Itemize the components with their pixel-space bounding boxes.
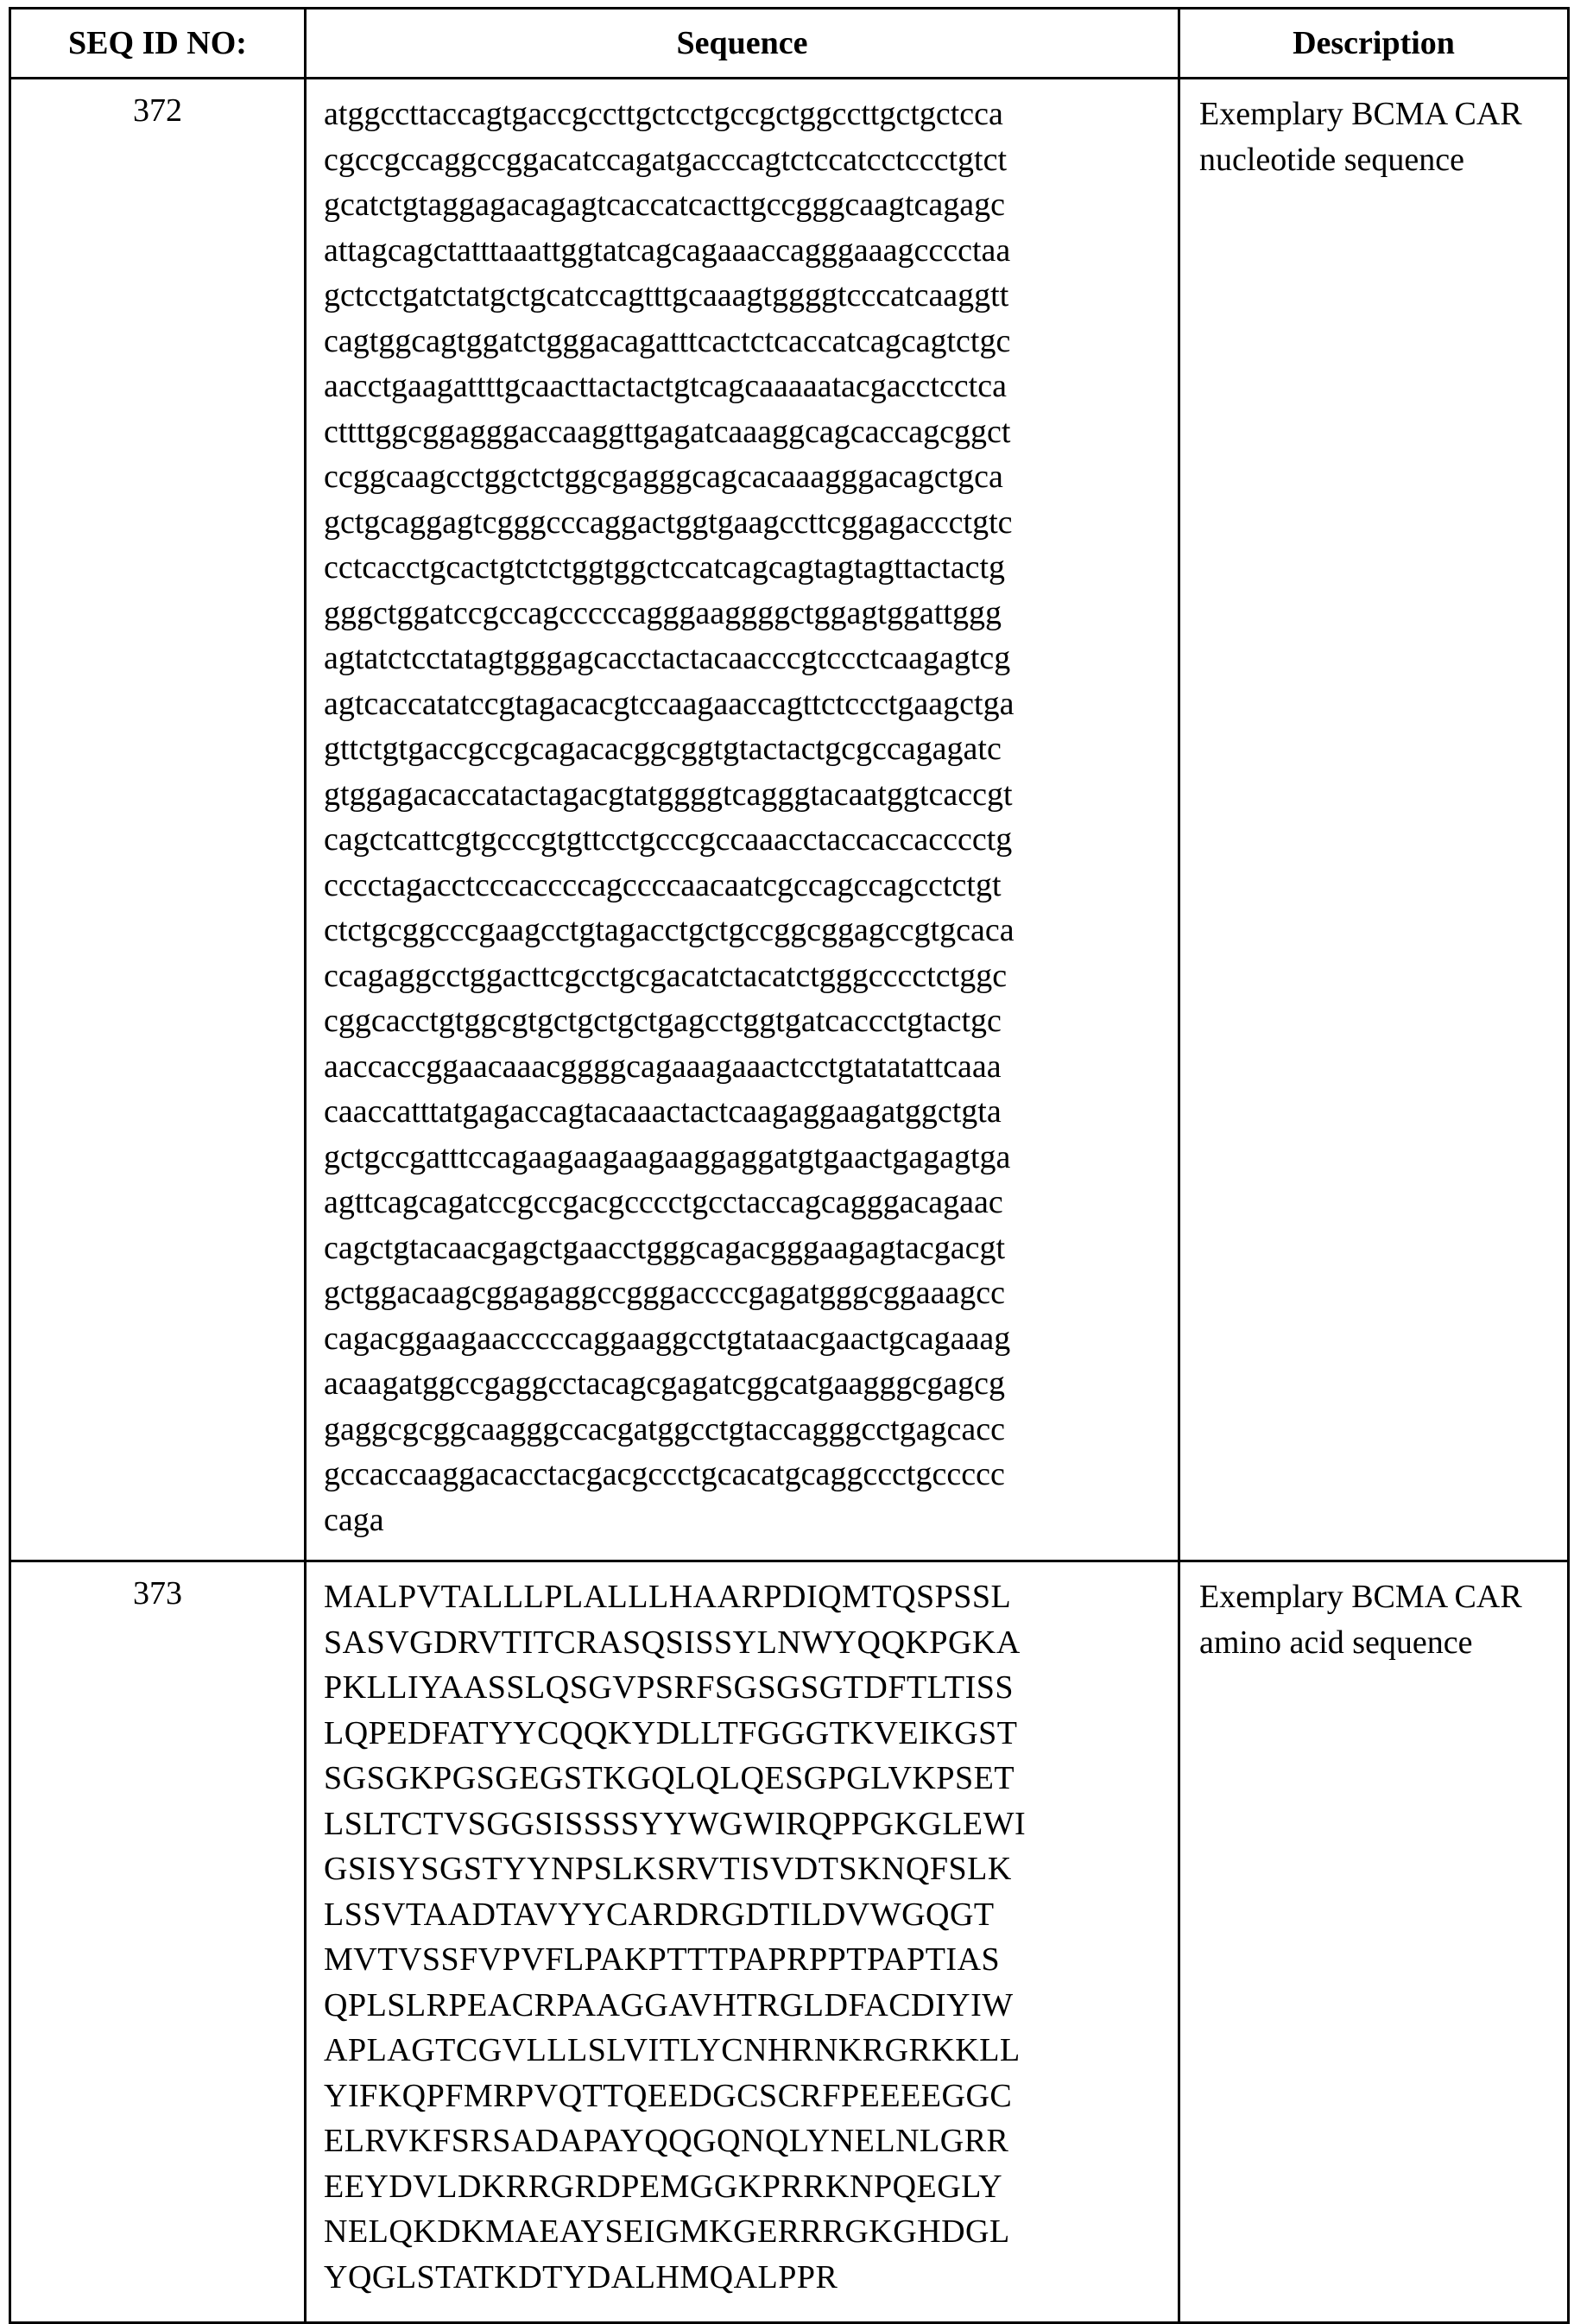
sequence-cell — [306, 1561, 1179, 2323]
sequence-line: YIFKQPFMRPVQTTQEEDGCSCRFPEEEEGGC — [324, 2074, 1169, 2119]
sequence-line: attagcagctatttaaattggtatcagcagaaaccagggaaagcccctaa — [324, 228, 1169, 274]
sequence-line: cagtggcagtggatctgggacagatttcactctcaccatcagcagtctgc — [324, 319, 1169, 364]
header-description: Description — [1179, 9, 1569, 79]
table-row — [10, 1561, 1569, 2323]
header-row — [10, 9, 1569, 79]
sequence-line: caaccatttatgagaccagtacaaactactcaagaggaagatggctgta — [324, 1089, 1169, 1135]
sequence-line: atggccttaccagtgaccgccttgctcctgccgctggccttgctgctcca — [324, 92, 1169, 137]
sequence-table — [9, 7, 1570, 2324]
sequence-line: aacctgaagattttgcaacttactactgtcagcaaaaatacgacctcctca — [324, 364, 1169, 409]
description-cell: Exemplary BCMA CAR amino acid sequence — [1179, 1561, 1569, 2323]
seq-id-cell: 372 — [10, 79, 306, 1561]
sequence-line: QPLSLRPEACRPAAGGAVHTRGLDFACDIYIW — [324, 1983, 1169, 2029]
sequence-line: cttttggcggagggaccaaggttgagatcaaaggcagcaccagcggct — [324, 409, 1169, 455]
header-seq-id: SEQ ID NO: — [10, 9, 306, 79]
sequence-line: cggcacctgtggcgtgctgctgctgagcctggtgatcaccctgtactgc — [324, 998, 1169, 1044]
sequence-line: ccagaggcctggacttcgcctgcgacatctacatctgggcccctctggc — [324, 953, 1169, 999]
sequence-line: ctctgcggcccgaagcctgtagacctgctgccggcggagccgtgcaca — [324, 908, 1169, 953]
sequence-line: aaccaccggaacaaacggggcagaaagaaactcctgtatatattcaaa — [324, 1044, 1169, 1090]
sequence-line: cctcacctgcactgtctctggtggctccatcagcagtagtagttactactg — [324, 545, 1169, 591]
sequence-line: MALPVTALLLPLALLLHAARPDIQMTQSPSSL — [324, 1574, 1169, 1620]
sequence-line: SASVGDRVTITCRASQSISSYLNWYQQKPGKA — [324, 1620, 1169, 1666]
sequence-cell — [306, 79, 1179, 1561]
sequence-line: SGSGKPGSGEGSTKGQLQLQESGPGLVKPSET — [324, 1756, 1169, 1802]
sequence-line: agtatctcctatagtgggagcacctactacaacccgtccctcaagagtcg — [324, 636, 1169, 681]
sequence-line: APLAGTCGVLLLSLVITLYCNHRNKRGRKKLL — [324, 2028, 1169, 2074]
sequence-line: gaggcgcggcaagggccacgatggcctgtaccagggcctgagcacc — [324, 1407, 1169, 1453]
header-sequence: Sequence — [306, 9, 1179, 79]
sequence-line: cagctcattcgtgcccgtgttcctgcccgccaaacctaccaccacccctg — [324, 817, 1169, 863]
sequence-line: cgccgccaggccggacatccagatgacccagtctccatcctccctgtct — [324, 137, 1169, 183]
sequence-line: YQGLSTATKDTYDALHMQALPPR — [324, 2255, 1169, 2301]
sequence-line: agtcaccatatccgtagacacgtccaagaaccagttctccctgaagctga — [324, 681, 1169, 727]
sequence-line: ccggcaagcctggctctggcgagggcagcacaaagggacagctgca — [324, 454, 1169, 500]
seq-id-cell: 373 — [10, 1561, 306, 2323]
sequence-line: gcatctgtaggagacagagtcaccatcacttgccgggcaagtcagagc — [324, 182, 1169, 228]
sequence-line: LSSVTAADTAVYYCARDRGDTILDVWGQGT — [324, 1892, 1169, 1938]
sequence-line: GSISYSGSTYYNPSLKSRVTISVDTSKNQFSLK — [324, 1846, 1169, 1892]
table-row — [10, 79, 1569, 1561]
sequence-line: LSLTCTVSGGSISSSSYYWGWIRQPPGKGLEWI — [324, 1802, 1169, 1847]
sequence-line: LQPEDFATYYCQQKYDLLTFGGGTKVEIKGST — [324, 1711, 1169, 1757]
sequence-line: gttctgtgaccgccgcagacacggcggtgtactactgcgccagagatc — [324, 726, 1169, 772]
sequence-line: caga — [324, 1498, 1169, 1543]
sequence-line: gtggagacaccatactagacgtatggggtcagggtacaatggtcaccgt — [324, 772, 1169, 818]
sequence-line: acaagatggccgaggcctacagcgagatcggcatgaagggcgagcg — [324, 1361, 1169, 1407]
sequence-line: gccaccaaggacacctacgacgccctgcacatgcaggccctgccccc — [324, 1452, 1169, 1498]
sequence-line: EEYDVLDKRRGRDPEMGGKPRRKNPQEGLY — [324, 2164, 1169, 2210]
sequence-line: PKLLIYAASSLQSGVPSRFSGSGSGTDFTLTISS — [324, 1665, 1169, 1711]
sequence-line: gctcctgatctatgctgcatccagtttgcaaagtggggtcccatcaaggtt — [324, 273, 1169, 319]
sequence-line: agttcagcagatccgccgacgcccctgcctaccagcagggacagaac — [324, 1180, 1169, 1225]
sequence-line: MVTVSSFVPVFLPAKPTTTPAPRPPTPAPTIAS — [324, 1937, 1169, 1983]
sequence-line: cccctagacctcccaccccagccccaacaatcgccagccagcctctgt — [324, 863, 1169, 909]
description-cell: Exemplary BCMA CAR nucleotide sequence — [1179, 79, 1569, 1561]
sequence-line: gctgcaggagtcgggcccaggactggtgaagccttcggagaccctgtc — [324, 500, 1169, 546]
sequence-line: gctgccgatttccagaagaagaagaaggaggatgtgaactgagagtga — [324, 1135, 1169, 1181]
sequence-line: cagacggaagaacccccaggaaggcctgtataacgaactgcagaaag — [324, 1316, 1169, 1362]
sequence-line: NELQKDKMAEAYSEIGMKGERRRGKGHDGL — [324, 2209, 1169, 2255]
sequence-line: gggctggatccgccagcccccagggaaggggctggagtggattggg — [324, 591, 1169, 636]
sequence-line: gctggacaagcggagaggccgggaccccgagatgggcggaaagcc — [324, 1270, 1169, 1316]
sequence-line: cagctgtacaacgagctgaacctgggcagacgggaagagtacgacgt — [324, 1225, 1169, 1271]
sequence-line: ELRVKFSRSADAPAYQQGQNQLYNELNLGRR — [324, 2118, 1169, 2164]
